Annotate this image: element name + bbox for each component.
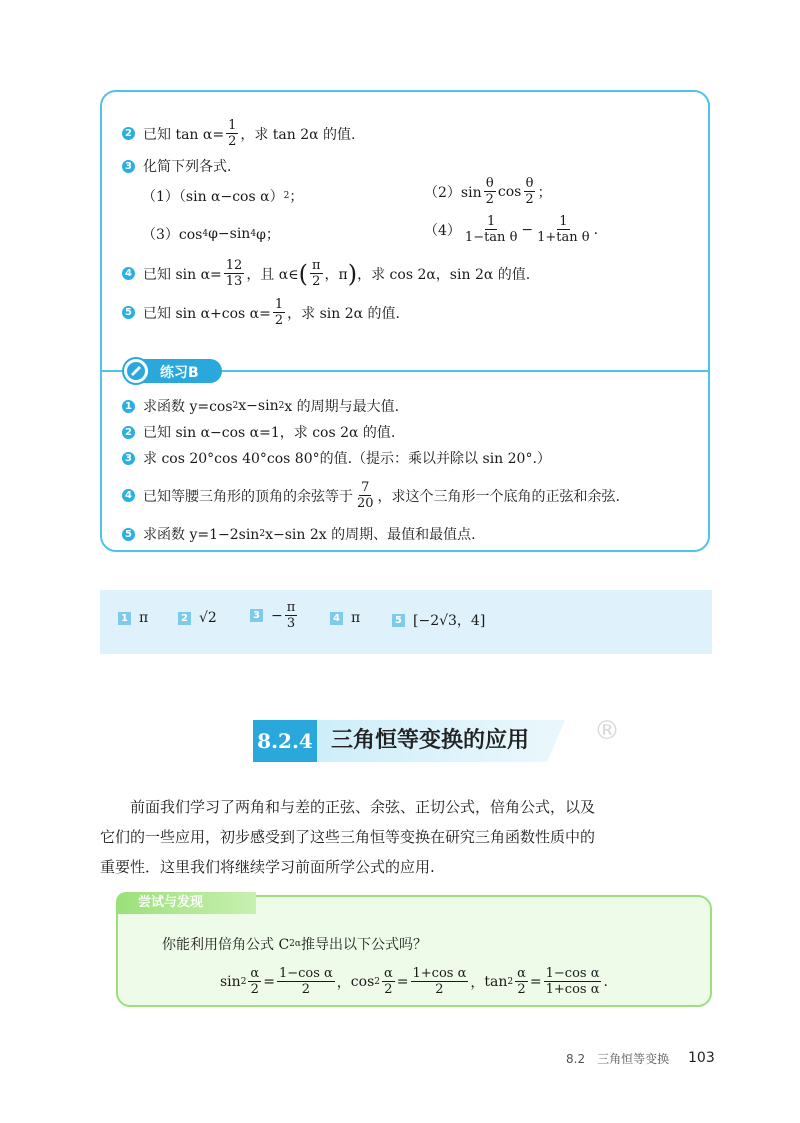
fraction: $\frac{7}{20}$ bbox=[357, 480, 374, 511]
exercise-a-q2: 2 已知 tan α= $\frac{1}{2}$ ，求 tan 2α 的值. bbox=[122, 118, 356, 149]
question-number: 3 bbox=[122, 452, 135, 465]
exercise-b-q1: 1 求函数 y=cos 2 x−sin 2 x 的周期与最大值. bbox=[122, 396, 399, 416]
answer-5: 5 [−2√3，4] bbox=[392, 610, 485, 630]
question-number: 5 bbox=[122, 528, 135, 541]
fraction: $\frac{1}{\text{1+tan θ}}$ bbox=[537, 214, 590, 245]
page-number: 103 bbox=[688, 1050, 715, 1066]
question-number: 5 bbox=[122, 306, 135, 319]
fraction: $\frac{\alpha}{2}$ bbox=[250, 966, 260, 997]
registered-mark: ® bbox=[594, 716, 620, 746]
paragraph-line-3: 重要性．这里我们将继续学习前面所学公式的应用. bbox=[100, 858, 435, 876]
fraction: $\frac{12}{13}$ bbox=[225, 258, 243, 289]
exercise-a-q3: 3 化简下列各式. bbox=[122, 156, 231, 176]
heading-tail bbox=[547, 720, 565, 762]
question-number: 2 bbox=[122, 426, 135, 439]
section-title: 三角恒等变换的应用 bbox=[317, 720, 547, 762]
exercise-b-q2: 2 已知 sin α−cos α=1，求 cos 2α 的值. bbox=[122, 422, 395, 442]
question-number: 3 bbox=[122, 160, 135, 173]
section-number: 8.2.4 bbox=[253, 720, 317, 762]
paragraph-line-1: 前面我们学习了两角和与差的正弦、余弦、正切公式，倍角公式，以及 bbox=[130, 798, 596, 816]
question-number: 2 bbox=[122, 127, 135, 140]
exercise-b-q5: 5 求函数 y=1−2sin 2 x−sin 2x 的周期、最值和最值点. bbox=[122, 524, 476, 544]
answer-3: 3 − $\frac{\pi}{3}$ bbox=[250, 600, 299, 631]
exercise-a-q4: 4 已知 sin α= $\frac{12}{13}$ ，且 α∈ ( $\frac{\pi}{2}$ ，π ) ，求 cos 2α，sin 2α 的值. bbox=[122, 258, 530, 289]
exercise-a-q3-1: （1）（sin α−cos α） 2 ； bbox=[142, 189, 304, 205]
exercise-b-q3: 3 求 cos 20°cos 40°cos 80°的值.（提示：乘以并除以 sin 20°.） bbox=[122, 448, 551, 468]
exercise-b-q4: 4 已知等腰三角形的顶角的余弦等于 $\frac{7}{20}$ ，求这个三角形一个底角的正弦和余弦. bbox=[122, 480, 620, 511]
fraction: $\frac{\pi}{3}$ bbox=[286, 600, 296, 631]
footer-chapter: 8.2 三角恒等变换 bbox=[566, 1052, 670, 1066]
fraction: $\frac{\theta}{2}$ bbox=[485, 176, 494, 207]
exercise-b-tab bbox=[126, 359, 222, 383]
question-number: 1 bbox=[122, 400, 135, 413]
fraction: $\frac{1}{\text{1−tan θ}}$ bbox=[464, 214, 518, 245]
exercise-a-q5: 5 已知 sin α+cos α= $\frac{1}{2}$ ，求 sin 2α 的值. bbox=[122, 297, 400, 328]
fraction: $\frac{\text{1+cos α}}{2}$ bbox=[412, 966, 467, 997]
try-question: 你能利用倍角公式 C 2α 推导出以下公式吗？ bbox=[162, 937, 427, 953]
question-number: 4 bbox=[122, 489, 135, 502]
section-heading bbox=[253, 720, 563, 762]
answer-1: 1 π bbox=[118, 610, 148, 626]
fraction: $\frac{1}{2}$ bbox=[274, 297, 284, 328]
fraction: $\frac{\pi}{2}$ bbox=[311, 258, 321, 289]
fraction: $\frac{\text{1−cos α}}{\text{1+cos α}}$ bbox=[545, 966, 600, 997]
fraction: $\frac{\alpha}{2}$ bbox=[517, 966, 526, 997]
fraction: $\frac{1}{2}$ bbox=[228, 118, 237, 149]
fraction: $\frac{\text{1−cos α}}{2}$ bbox=[278, 966, 333, 997]
question-number: 4 bbox=[122, 267, 135, 280]
try-discover-tab: 尝试与发现 bbox=[116, 892, 256, 914]
answers-bar bbox=[100, 590, 712, 654]
paragraph-line-2: 它们的一些应用，初步感受到了这些三角恒等变换在研究三角函数性质中的 bbox=[100, 828, 596, 846]
fraction: $\frac{\alpha}{2}$ bbox=[384, 966, 393, 997]
answer-4: 4 π bbox=[330, 610, 360, 626]
fraction: $\frac{\theta}{2}$ bbox=[525, 176, 534, 207]
pencil-badge-icon bbox=[122, 357, 150, 385]
answer-2: 2 √2 bbox=[178, 610, 217, 626]
exercise-b-title: 练习B bbox=[160, 365, 199, 381]
exercise-a-q3-4: （4） $\frac{1}{\text{1−tan θ}}$ − $\frac{1}{\text{1+tan θ}}$ . bbox=[424, 214, 599, 245]
exercise-a-q3-3: （3）cos 4 φ−sin 4 φ； bbox=[142, 226, 280, 243]
try-formulas: sin 2 $\frac{\alpha}{2}$ = $\frac{\text{1−cos α}}{2}$ ， cos 2 $\frac{\alpha}{2}$ = $\frac{\text{1+cos α}}{2}$ ， tan 2 $\frac{\alpha}{2}$ = $\frac{\text{1−cos α}}{\text{1+cos α}}$ . bbox=[220, 966, 608, 997]
exercise-a-q3-2: （2）sin $\frac{\theta}{2}$ cos $\frac{\theta}{2}$ ； bbox=[424, 176, 552, 207]
